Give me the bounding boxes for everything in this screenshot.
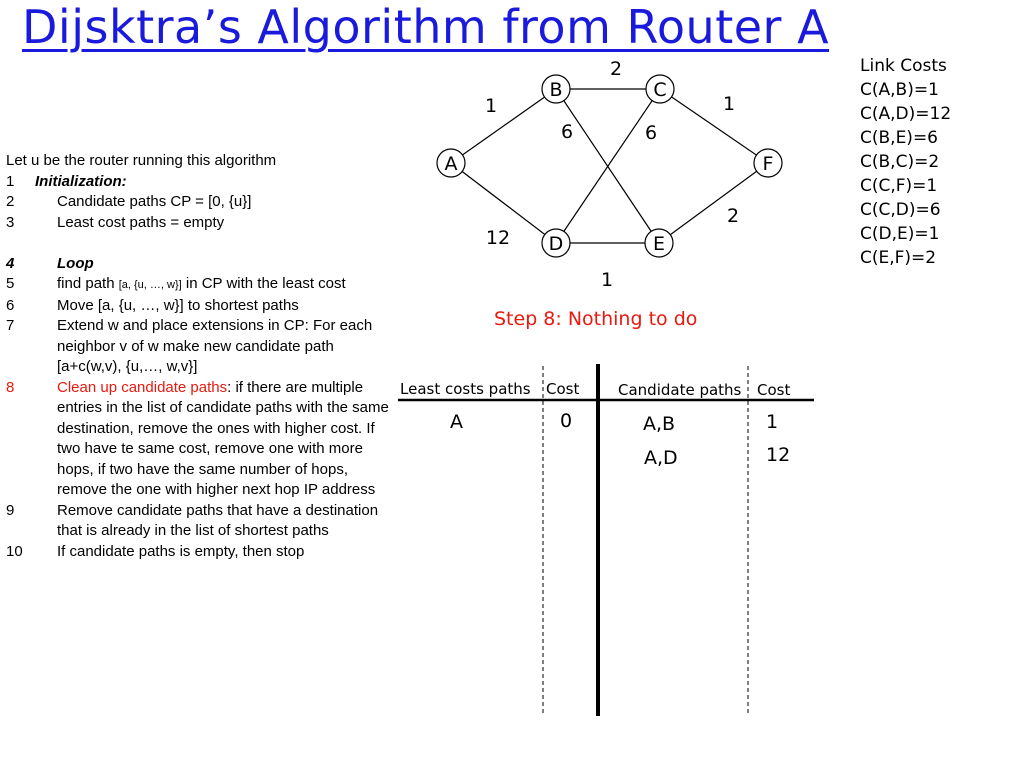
slide-title: Dijsktra’s Algorithm from Router A (22, 0, 830, 54)
step-text: Least cost paths = empty (57, 213, 225, 231)
algorithm-step (6, 274, 396, 296)
link-costs-list (860, 54, 951, 270)
step-text (57, 274, 396, 296)
edge-label-a-d: 12 (485, 227, 511, 249)
header-cost-right: Cost (757, 381, 791, 399)
step-text-post: in CP with the least cost (181, 275, 346, 292)
edge-label-a-b: 1 (484, 95, 498, 117)
step-number: 7 (6, 317, 15, 334)
network-graph (400, 50, 820, 300)
step-text: If candidate paths is empty, then stop (57, 542, 305, 560)
node-c-label: C (653, 79, 667, 101)
algorithm-step (6, 192, 396, 213)
algorithm-step (6, 296, 396, 317)
step-text: Initialization: (35, 172, 127, 190)
step-text: Remove candidate paths that have a destination that is already in the list of shortest paths (57, 501, 379, 539)
edge-label-b-c: 2 (609, 58, 623, 80)
edge-e-f (659, 163, 768, 243)
algorithm-steps (6, 151, 396, 562)
least-cost-value: 0 (560, 410, 573, 432)
link-cost-item: C(A,B)=1 (860, 80, 939, 100)
header-least-cost-paths: Least costs paths (400, 380, 531, 398)
algorithm-step (6, 542, 396, 563)
step-text: Candidate paths CP = [0, {u}] (57, 193, 252, 210)
candidate-path: A,D (644, 447, 678, 469)
step-text-small: [a, {u, …, w}] (118, 279, 182, 291)
edge-a-b (451, 89, 556, 163)
candidate-cost: 1 (766, 411, 779, 433)
edge-label-b-e: 6 (560, 121, 574, 143)
link-cost-item: C(C,D)=6 (860, 200, 941, 220)
step-text (57, 378, 396, 501)
algorithm-step (6, 254, 396, 275)
algorithm-step (6, 316, 396, 378)
candidate-path: A,B (643, 413, 676, 435)
link-costs-heading: Link Costs (860, 56, 947, 76)
edge-c-f (660, 89, 768, 163)
header-cost-left: Cost (546, 380, 580, 398)
link-cost-item: C(C,F)=1 (860, 176, 938, 196)
node-f-label: F (762, 153, 774, 175)
step-number: 6 (6, 296, 15, 314)
step-status: Step 8: Nothing to do (494, 308, 698, 330)
algorithm-step (6, 213, 396, 234)
link-cost-item: C(B,C)=2 (860, 152, 940, 172)
edge-label-d-e: 1 (600, 269, 614, 291)
node-d-label: D (548, 233, 564, 255)
step-text: Loop (57, 254, 94, 272)
least-cost-path: A (450, 411, 463, 433)
header-candidate-paths: Candidate paths (618, 381, 742, 399)
algorithm-step (6, 378, 396, 501)
node-a-label: A (444, 153, 458, 175)
step-text-pre: find path (57, 275, 119, 292)
edge-label-c-d: 6 (644, 122, 658, 144)
step-number: 8 (6, 378, 15, 396)
link-cost-item: C(B,E)=6 (860, 128, 939, 148)
link-cost-item: C(D,E)=1 (860, 224, 940, 244)
step-number: 1 (6, 172, 15, 190)
step-text: Extend w and place extensions in CP: For each neighbor v of w make new candidate path [a+c(w,v), {u,…, w,v}] (57, 317, 373, 375)
step-text-highlight: Clean up candidate paths (57, 378, 228, 396)
step-text: Move [a, {u, …, w}] to shortest paths (57, 296, 299, 314)
node-b-label: B (549, 79, 563, 101)
step-number: 9 (6, 501, 15, 519)
blank-line (6, 233, 396, 254)
step-number: 4 (6, 254, 15, 272)
edge-label-e-f: 2 (726, 205, 740, 227)
step-number: 2 (6, 193, 15, 210)
algorithm-step (6, 501, 396, 542)
algorithm-step (6, 172, 396, 193)
algorithm-intro: Let u be the router running this algorithm (6, 152, 277, 169)
step-number: 10 (6, 542, 23, 560)
link-cost-item: C(E,F)=2 (860, 248, 937, 268)
edge-label-c-f: 1 (722, 93, 736, 115)
link-cost-item: C(A,D)=12 (860, 104, 952, 124)
step-text-rest: : if there are multiple entries in the list of candidate paths with the same destination, remove the ones with higher cost. If two have te same cost, remove one with more hops, if two have the same number of hops, remove the one with higher next hop IP address (57, 378, 389, 498)
step-number: 5 (6, 275, 15, 292)
candidate-cost: 12 (766, 444, 791, 466)
node-e-label: E (652, 233, 666, 255)
step-number: 3 (6, 213, 15, 231)
